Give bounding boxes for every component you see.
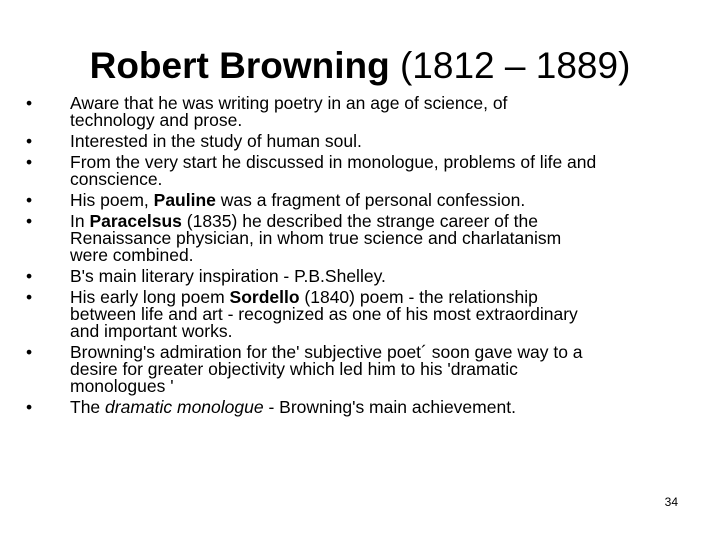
bullet-item xyxy=(26,133,686,150)
title-name: Robert Browning xyxy=(89,45,390,86)
work-title-sordello: Sordello xyxy=(229,287,300,307)
bullet-icon: • xyxy=(26,152,33,172)
bullet-text: Interested in the study of human soul. xyxy=(70,131,362,151)
bullet-text: B's main literary inspiration - P.B.Shelley. xyxy=(70,266,386,286)
bullet-icon: • xyxy=(26,266,33,286)
bullet-item xyxy=(26,95,686,129)
bullet-icon: • xyxy=(26,342,33,362)
bullet-text: From the very start he discussed in monologue, problems of life and conscience. xyxy=(70,152,597,189)
bullet-text: Browning's admiration for the' subjective poet´ soon gave way to a desire for greater objectivity which led him to his 'dramatic monologues ' xyxy=(70,342,583,396)
bullet-item xyxy=(26,399,686,416)
work-title-paracelsus: Paracelsus xyxy=(89,211,182,231)
bullet-list xyxy=(26,95,686,420)
bullet-item xyxy=(26,289,686,340)
bullet-icon: • xyxy=(26,397,33,417)
bullet-icon: • xyxy=(26,131,33,151)
bullet-text: In Paracelsus (1835) he described the strange career of the Renaissance physician, in whom true science and charlatanism were combined. xyxy=(70,211,562,265)
bullet-text: His poem, Pauline was a fragment of personal confession. xyxy=(70,190,526,210)
bullet-item xyxy=(26,268,686,285)
bullet-text: His early long poem Sordello (1840) poem - the relationship between life and art - recognized as one of his most extraordinary and important works. xyxy=(70,287,578,341)
slide-title xyxy=(0,44,720,88)
bullet-item xyxy=(26,213,686,264)
bullet-text: Aware that he was writing poetry in an age of science, of technology and prose. xyxy=(70,93,508,130)
bullet-icon: • xyxy=(26,190,33,210)
bullet-item xyxy=(26,344,686,395)
bullet-text: The dramatic monologue - Browning's main achievement. xyxy=(70,397,516,417)
bullet-icon: • xyxy=(26,211,33,231)
bullet-item xyxy=(26,154,686,188)
page-number: 34 xyxy=(664,495,678,509)
emphasis-dramatic-monologue: dramatic monologue xyxy=(105,397,264,417)
bullet-icon: • xyxy=(26,287,33,307)
bullet-item xyxy=(26,192,686,209)
title-years: (1812 – 1889) xyxy=(389,45,631,86)
work-title-pauline: Pauline xyxy=(153,190,216,210)
bullet-icon: • xyxy=(26,93,33,113)
